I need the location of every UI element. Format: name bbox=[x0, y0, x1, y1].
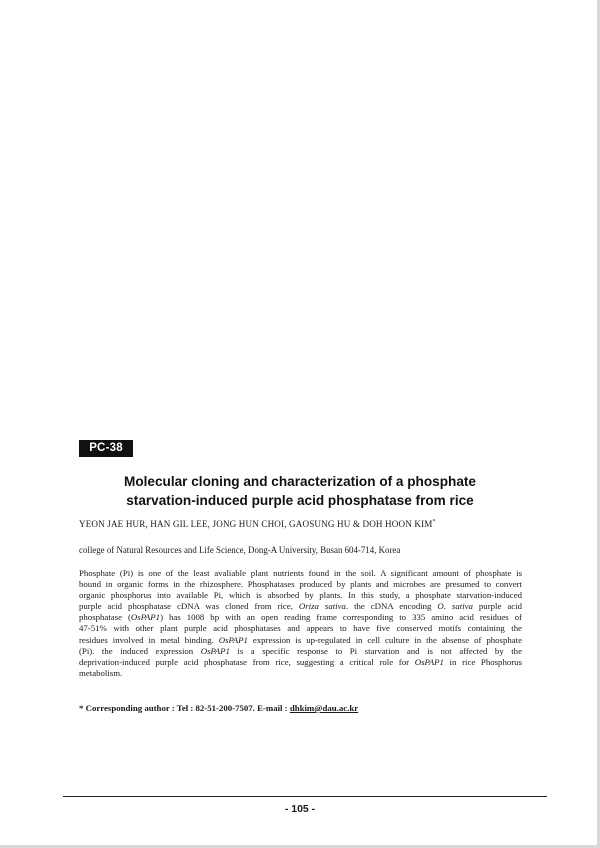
abstract-line: Phosphate (Pi) is one of the least avaliable plant nutrients found in the soil. A significant amount of phosphate is bbox=[79, 568, 522, 578]
corresponding-author-mark: * bbox=[432, 519, 436, 525]
affiliation: college of Natural Resources and Life Science, Dong-A University, Busan 604-714, Korea bbox=[79, 545, 401, 555]
footer-rule bbox=[63, 796, 547, 797]
corresponding-author bbox=[79, 703, 539, 713]
abstract-line: (Pi). the induced expression OsPAP1 is a specific response to Pi starvation and is not affected by the bbox=[79, 645, 522, 656]
gene-name: OsPAP1 bbox=[130, 612, 161, 623]
abstract-line: phosphatase (OsPAP1) has 1008 bp with an open reading frame corresponding to 335 amino acid residues of bbox=[79, 612, 522, 623]
paper-title-line-2: starvation-induced purple acid phosphatase from rice bbox=[126, 492, 474, 508]
abstract-line: bound in organic forms in the rhizosphere. Phosphatases produced by plants and microbes are presumed to convert bbox=[79, 579, 522, 590]
abstract-line: 47-51% with other plant purple acid phosphatases and appears to have five conserved motifs containing the bbox=[79, 623, 522, 634]
gene-name: OsPAP1 bbox=[218, 634, 248, 645]
species-name: O. sativa bbox=[437, 601, 473, 612]
gene-name: OsPAP1 bbox=[200, 645, 230, 656]
abstract-line: residues involved in metal binding. OsPAP1 expression is up-regulated in cell culture in the absense of phosphate bbox=[79, 634, 522, 645]
abstract-line: deprivation-induced purple acid phosphatase from rice, suggesting a critical role for OsPAP1 in rice Phosphorus bbox=[79, 656, 522, 667]
abstract-line: metabolism. bbox=[79, 667, 123, 678]
abstract bbox=[79, 568, 522, 679]
abstract-line: purple acid phosphatase cDNA was cloned from rice, Oriza sativa. the cDNA encoding O. sativa purple acid bbox=[79, 601, 522, 612]
gene-name: OsPAP1 bbox=[414, 656, 444, 667]
author-list bbox=[79, 519, 539, 529]
paper-title bbox=[60, 473, 540, 510]
author-names: YEON JAE HUR, HAN GIL LEE, JONG HUN CHOI, GAOSUNG HU & DOH HOON KIM bbox=[79, 519, 433, 529]
email-link[interactable]: dhkim@dau.ac.kr bbox=[289, 703, 359, 713]
paper-title-line-1: Molecular cloning and characterization of a phosphate bbox=[124, 474, 476, 489]
session-badge: PC-38 bbox=[79, 440, 133, 457]
page-number: - 105 - bbox=[284, 803, 316, 815]
corresponding-label: * Corresponding author : Tel : 82-51-200-7507. E-mail : bbox=[79, 703, 290, 713]
abstract-line: organic phosphorus into available Pi, which is absorbed by plants. In this study, a phosphate starvation-induced bbox=[79, 590, 522, 601]
species-name: Oriza sativa bbox=[298, 601, 346, 612]
